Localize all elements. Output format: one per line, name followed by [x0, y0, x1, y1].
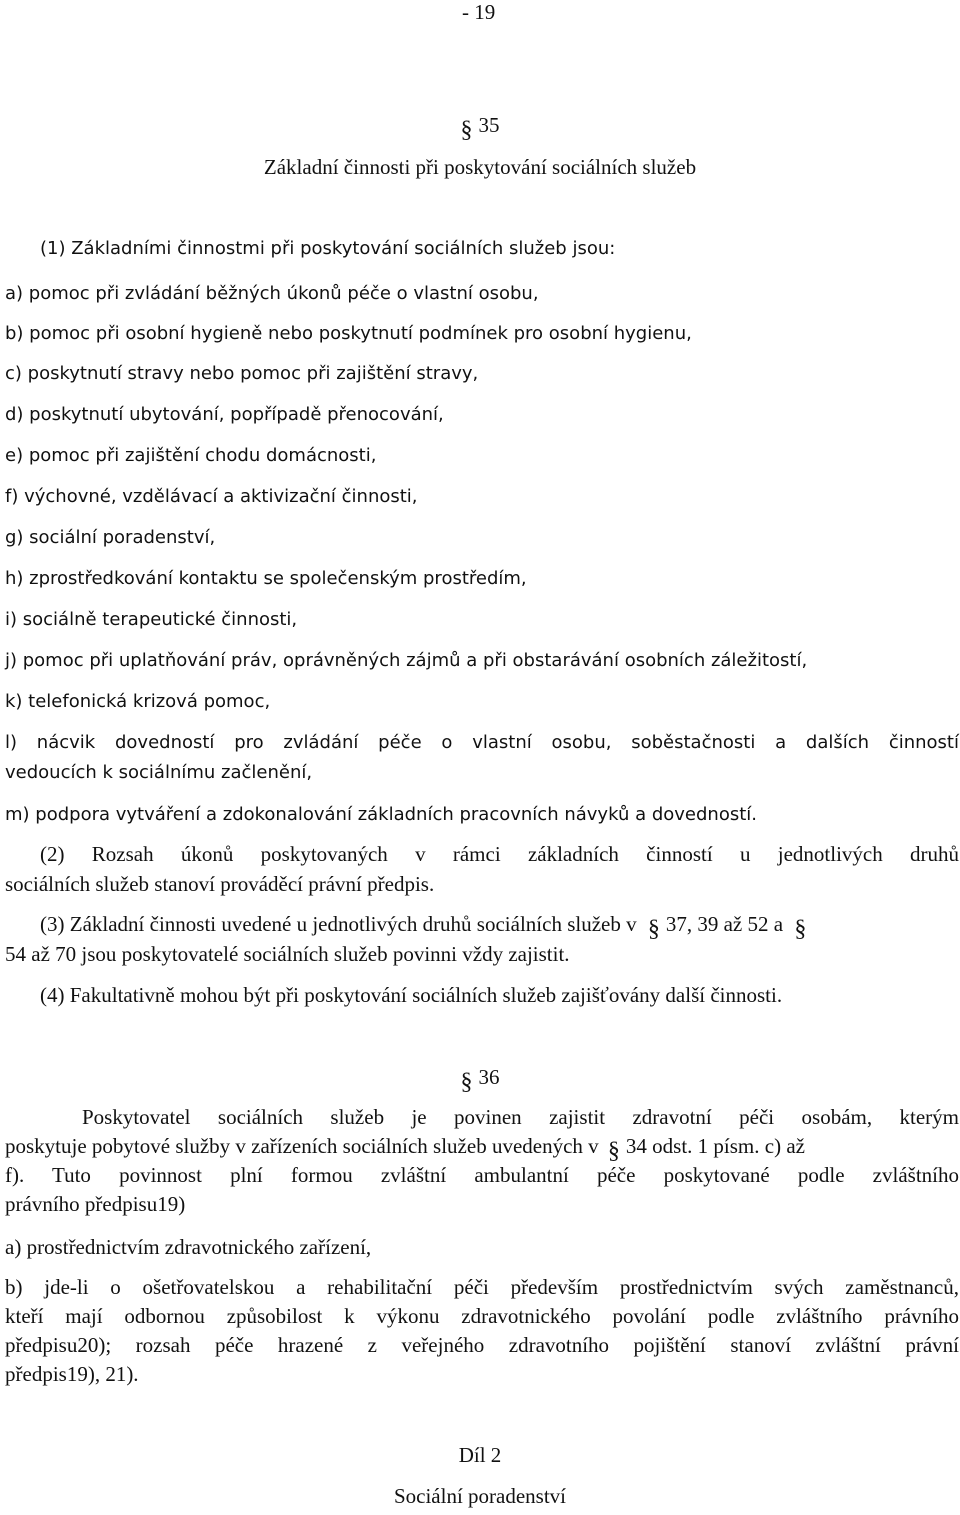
list-item-b: b) pomoc při osobní hygieně nebo poskytnutí podmínek pro osobní hygienu,: [5, 323, 692, 344]
paragraph-3-text: (3) Základní činnosti uvedené u jednotlivých druhů sociálních služeb v: [40, 912, 637, 936]
list-item-h: h) zprostředkování kontaktu se společenským prostředím,: [5, 568, 527, 589]
section-number: 35: [478, 113, 500, 137]
section-number: 36: [478, 1065, 500, 1089]
section-symbol: §: [794, 916, 807, 942]
paragraph-1-intro: (1) Základními činnostmi při poskytování sociálních služeb jsou:: [40, 238, 616, 259]
section-symbol: §: [647, 916, 660, 942]
list-item-g: g) sociální poradenství,: [5, 527, 216, 548]
page-number: - 19: [462, 0, 496, 24]
section-36-item-b-line-1: b) jde-li o ošetřovatelskou a rehabilitační péči především prostřednictvím svých zaměstnanců,: [5, 1275, 959, 1299]
list-item-d: d) poskytnutí ubytování, popřípadě přenocování,: [5, 404, 444, 425]
section-35-heading: [0, 113, 960, 143]
paragraph-2-line-1: (2) Rozsah úkonů poskytovaných v rámci základních činností u jednotlivých druhů: [40, 842, 959, 866]
paragraph-4: (4) Fakultativně mohou být při poskytování sociálních služeb zajišťovány další činnosti.: [40, 983, 783, 1007]
section-36-item-a: a) prostřednictvím zdravotnického zařízení,: [5, 1235, 372, 1259]
list-item-a: a) pomoc při zvládání běžných úkonů péče o vlastní osobu,: [5, 283, 539, 304]
list-item-k: k) telefonická krizová pomoc,: [5, 691, 271, 712]
section-36-item-b-line-4: předpis19), 21).: [5, 1362, 139, 1386]
section-36-para-text: poskytuje pobytové služby v zařízeních sociálních služeb uvedených v: [5, 1134, 599, 1158]
list-item-f: f) výchovné, vzdělávací a aktivizační činnosti,: [5, 486, 418, 507]
list-item-m: m) podpora vytváření a zdokonalování základních pracovních návyků a dovedností.: [5, 804, 758, 825]
section-36-item-b-line-2: kteří mají odbornou způsobilost k výkonu zdravotnického povolání podle zvláštního právního: [5, 1304, 959, 1328]
paragraph-3-refs: 37, 39 až 52 a: [665, 912, 784, 936]
section-symbol: §: [607, 1138, 620, 1164]
section-36-para-line-3: f). Tuto povinnost plní formou zvláštní ambulantní péče poskytované podle zvláštního: [5, 1163, 959, 1187]
part-number: Díl 2: [458, 1443, 502, 1467]
list-item-l-line-1: l) nácvik dovedností pro zvládání péče o vlastní osobu, soběstačnosti a dalších činností: [5, 732, 959, 753]
section-symbol: §: [460, 117, 473, 143]
section-36-para-line-4: právního předpisu19): [5, 1192, 186, 1216]
part-title: Sociální poradenství: [393, 1484, 567, 1508]
list-item-e: e) pomoc při zajištění chodu domácnosti,: [5, 445, 377, 466]
section-36-para-line-2: [5, 1134, 805, 1164]
section-36-para-refs: 34 odst. 1 písm. c) až: [625, 1134, 805, 1158]
paragraph-3-line-2: 54 až 70 jsou poskytovatelé sociálních služeb povinni vždy zajistit.: [5, 942, 570, 966]
section-36-heading: [0, 1065, 960, 1095]
list-item-i: i) sociálně terapeutické činnosti,: [5, 609, 298, 630]
paragraph-3-line-1: [40, 912, 812, 942]
list-item-l-line-2: vedoucích k sociálnímu začlenění,: [5, 762, 313, 783]
section-36-item-b-line-3: předpisu20); rozsah péče hrazené z veřejného zdravotního pojištění stanoví zvláštní právní: [5, 1333, 959, 1357]
section-35-title: Základní činnosti při poskytování sociálních služeb: [263, 155, 697, 179]
paragraph-2-line-2: sociálních služeb stanoví prováděcí právní předpis.: [5, 872, 435, 896]
section-symbol: §: [460, 1069, 473, 1095]
section-36-para-line-1: Poskytovatel sociálních služeb je povinen zajistit zdravotní péči osobám, kterým: [82, 1105, 959, 1129]
list-item-j: j) pomoc při uplatňování práv, oprávněných zájmů a při obstarávání osobních záležitostí,: [5, 650, 808, 671]
list-item-c: c) poskytnutí stravy nebo pomoc při zajištění stravy,: [5, 363, 479, 384]
